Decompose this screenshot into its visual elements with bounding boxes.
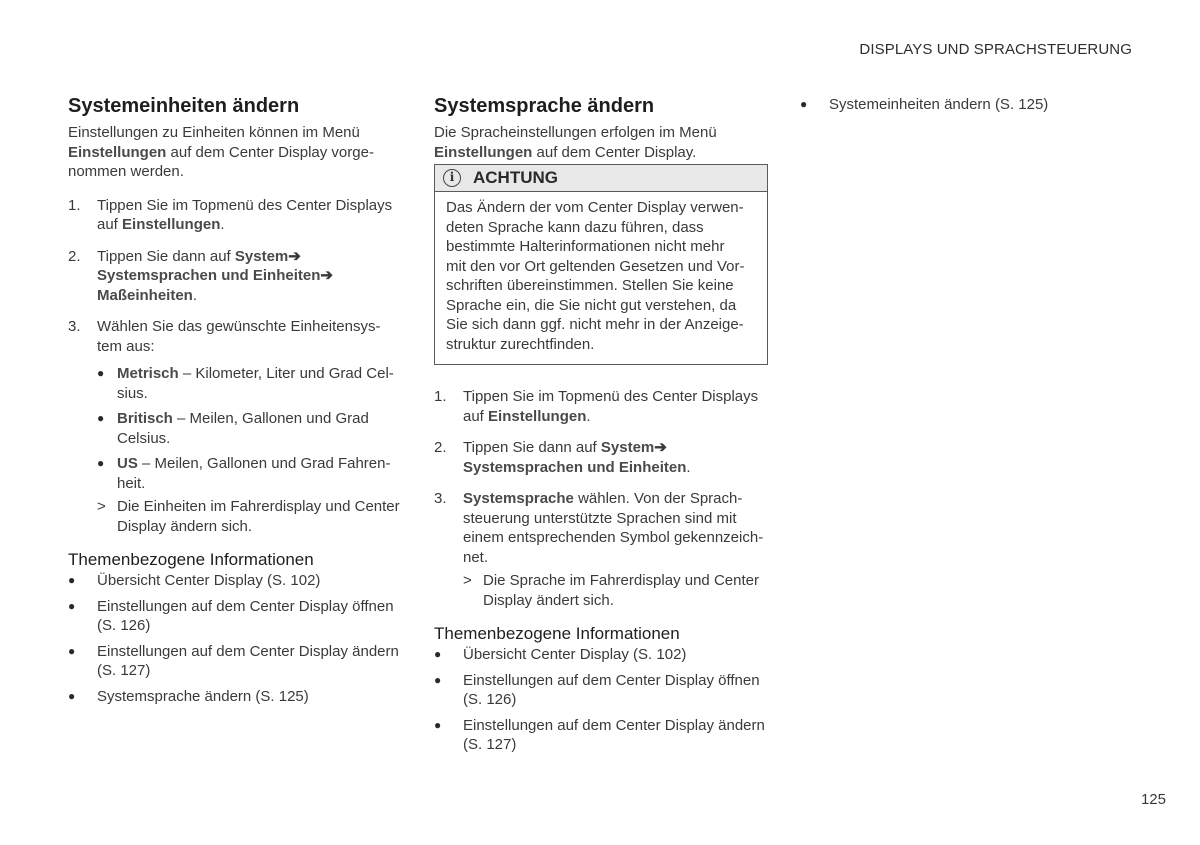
- warning-title: ACHTUNG: [473, 168, 558, 188]
- related-link[interactable]: ● Einstellungen auf dem Center Display ändern (S. 127): [434, 716, 765, 753]
- related-link[interactable]: ● Übersicht Center Display (S. 102): [434, 646, 687, 663]
- menu-path-languages-units[interactable]: Systemsprachen und Einheiten: [97, 267, 321, 284]
- bullet-icon: ●: [68, 688, 76, 703]
- bullet-icon: ●: [97, 411, 105, 425]
- section-system-language: [434, 92, 768, 761]
- section-system-units: [68, 92, 404, 712]
- related-link[interactable]: ● Übersicht Center Display (S. 102): [68, 572, 321, 589]
- arrow-right-icon: ➔: [288, 247, 301, 265]
- bullet-icon: ●: [68, 643, 76, 658]
- menu-link-settings[interactable]: Einstellungen: [488, 407, 587, 425]
- step-item: 1. Tippen Sie im Topmenü des Center Displays auf Einstellungen.: [434, 388, 759, 425]
- related-info-heading: Themenbezogene Informationen: [434, 624, 680, 643]
- step-result: > Die Einheiten im Fahrerdisplay und Center Display ändern sich.: [97, 498, 400, 535]
- arrow-right-icon: ➔: [320, 267, 333, 284]
- menu-path-languages-units[interactable]: Systemsprachen und Einheiten: [463, 458, 687, 476]
- bullet-icon: ●: [434, 647, 442, 661]
- related-link[interactable]: ● Einstellungen auf dem Center Display ändern (S. 127): [68, 642, 399, 679]
- bullet-icon: ●: [97, 366, 105, 380]
- running-header: DISPLAYS UND SPRACHSTEUERUNG: [859, 41, 1132, 58]
- warning-box: [434, 164, 768, 365]
- related-info-heading: Themenbezogene Informationen: [68, 550, 314, 569]
- step-item: 3. Systemsprache wählen. Von der Sprach- steuerung unterstützte Sprachen sind mit einem entsprechenden Symbol gekennzeich- net.: [434, 490, 764, 566]
- related-link[interactable]: ● Einstellungen auf dem Center Display öffnen (S. 126): [434, 671, 760, 708]
- bullet-icon: ●: [97, 456, 105, 470]
- step-item: 2. Tippen Sie dann auf System➔ Systemsprachen und Einheiten.: [434, 439, 691, 476]
- bullet-icon: ●: [434, 717, 442, 732]
- result-marker-icon: >: [463, 572, 472, 589]
- step-result: > Die Sprache im Fahrerdisplay und Center Display ändert sich.: [463, 572, 759, 609]
- step-item: 1. Tippen Sie im Topmenü des Center Displays auf Einstellungen.: [68, 196, 393, 233]
- result-marker-icon: >: [97, 498, 106, 515]
- arrow-right-icon: ➔: [654, 439, 667, 456]
- menu-path-system[interactable]: System: [234, 247, 289, 265]
- warning-text: Das Ändern der vom Center Display verwen- deten Sprache kann dazu führen, dass bestimmte Halterinformationen nicht mehr mit den vor Ort geltenden Gesetzen und Vor- schriften übereinstimmen. Stellen Sie keine Sprache ein, die Sie nicht gut verstehen, da Sie sich dann ggf. nicht mehr in der Anzeige- struktur zurechtfinden.: [446, 199, 745, 353]
- step-item: 3. Wählen Sie das gewünschte Einheitensys- tem aus:: [68, 318, 381, 355]
- option-metric: ● Metrisch – Kilometer, Liter und Grad Cel- sius.: [97, 365, 394, 402]
- section-intro: Einstellungen zu Einheiten können im Menü Einstellungen auf dem Center Display vorge- nommen werden.: [68, 124, 374, 180]
- menu-path-units[interactable]: Maßeinheiten: [97, 286, 193, 304]
- menu-path-system[interactable]: System: [600, 439, 655, 456]
- bullet-icon: ●: [434, 672, 442, 687]
- bullet-icon: ●: [68, 573, 76, 587]
- option-us: ● US – Meilen, Gallonen und Grad Fahren- heit.: [97, 455, 391, 492]
- section-title: Systemeinheiten ändern: [68, 95, 300, 117]
- related-continued: [800, 95, 1100, 121]
- warning-header: [435, 165, 767, 192]
- related-link[interactable]: ● Systemsprache ändern (S. 125): [68, 687, 309, 705]
- menu-link-system-language[interactable]: Systemsprache: [463, 490, 574, 507]
- menu-link-settings[interactable]: Einstellungen: [122, 216, 221, 233]
- menu-link-settings[interactable]: Einstellungen: [68, 143, 167, 161]
- section-intro: Die Spracheinstellungen erfolgen im Menü Einstellungen auf dem Center Display.: [434, 124, 717, 161]
- menu-link-settings[interactable]: Einstellungen: [434, 143, 533, 161]
- related-link[interactable]: ● Systemeinheiten ändern (S. 125): [800, 96, 1049, 113]
- related-link[interactable]: ● Einstellungen auf dem Center Display öffnen (S. 126): [68, 597, 394, 634]
- bullet-icon: ●: [800, 97, 808, 111]
- step-item: 2. Tippen Sie dann auf System➔ Systemsprachen und Einheiten➔ Maßeinheiten.: [68, 247, 333, 304]
- bullet-icon: ●: [68, 598, 76, 613]
- page-number: 125: [1140, 791, 1166, 808]
- info-icon: i: [443, 169, 461, 187]
- option-imperial: ● Britisch – Meilen, Gallonen und Grad Celsius.: [97, 410, 369, 447]
- section-title: Systemsprache ändern: [434, 95, 655, 117]
